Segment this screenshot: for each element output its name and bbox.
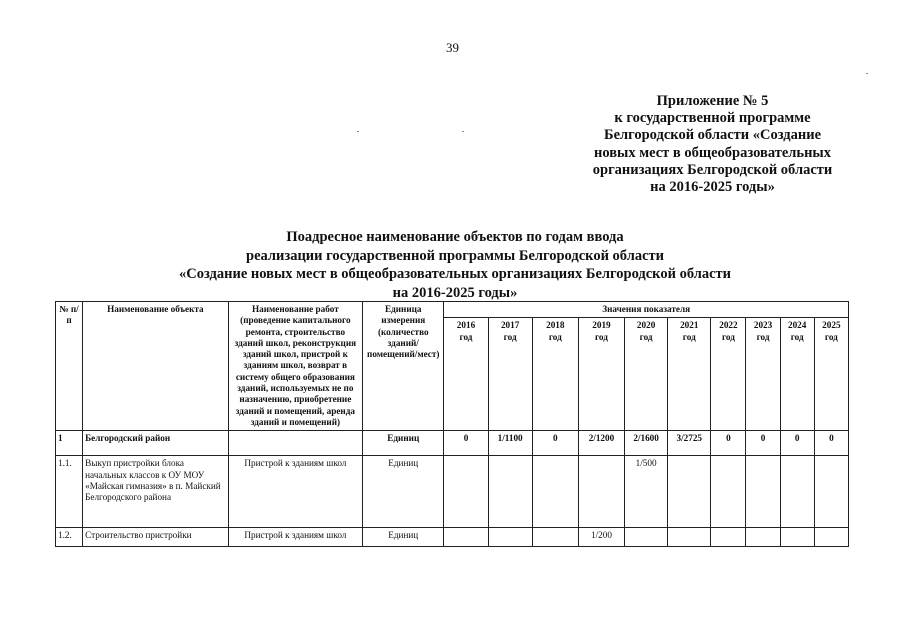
year-number: 2016 xyxy=(456,320,476,331)
header-year xyxy=(668,318,711,431)
cell-value: 2/1600 xyxy=(625,431,668,456)
cell-value xyxy=(488,456,532,528)
cell-value: 0 xyxy=(814,431,848,456)
cell-value xyxy=(578,456,624,528)
cell-value: 2/1200 xyxy=(578,431,624,456)
header-num: № п/п xyxy=(56,302,83,431)
cell-work: Пристрой к зданиям школ xyxy=(228,456,362,528)
cell-value xyxy=(444,528,488,547)
title-line: на 2016-2025 годы» xyxy=(392,284,518,301)
appendix-line: на 2016-2025 годы» xyxy=(650,179,775,196)
header-year xyxy=(814,318,848,431)
year-word: год xyxy=(824,331,838,342)
year-word: год xyxy=(594,331,608,342)
year-number: 2023 xyxy=(753,320,773,331)
year-number: 2018 xyxy=(546,320,565,331)
cell-value xyxy=(488,528,532,547)
page-number: 39 xyxy=(446,40,459,55)
cell-num: 1 xyxy=(56,431,83,456)
title-line: реализации государственной программы Белгородской области xyxy=(246,247,664,264)
year-word: год xyxy=(503,331,517,342)
cell-value xyxy=(532,528,578,547)
scan-mark xyxy=(866,73,868,74)
appendix-note xyxy=(585,93,840,196)
table-row xyxy=(56,528,849,547)
cell-value: 0 xyxy=(532,431,578,456)
year-number: 2020 xyxy=(636,320,656,331)
appendix-line: Белгородской области «Создание xyxy=(603,127,822,144)
year-number: 2019 xyxy=(592,320,611,331)
cell-value xyxy=(711,456,746,528)
cell-value: 1/500 xyxy=(625,456,668,528)
table-row xyxy=(56,431,849,456)
cell-value: 0 xyxy=(780,431,814,456)
cell-num: 1.1. xyxy=(56,456,83,528)
cell-object: Строительство пристройки xyxy=(83,528,229,547)
year-number: 2021 xyxy=(680,320,699,331)
cell-object: Выкуп пристройки блока начальных классов к ОУ МОУ «Майская гимназия» в п. Майский Белгородского района xyxy=(83,456,229,528)
year-word: год xyxy=(459,331,473,342)
header-year xyxy=(444,318,488,431)
header-values-group: Значения показателя xyxy=(444,302,849,318)
cell-work: Пристрой к зданиям школ xyxy=(228,528,362,547)
header-year xyxy=(746,318,780,431)
year-number: 2017 xyxy=(500,320,520,331)
title-line: «Создание новых мест в общеобразовательных организациях Белгородской области xyxy=(178,266,732,282)
year-word: год xyxy=(639,331,653,342)
appendix-line: к государственной программе xyxy=(614,110,811,127)
cell-value xyxy=(814,456,848,528)
cell-unit: Единиц xyxy=(363,456,444,528)
document-title xyxy=(140,228,770,302)
appendix-line: новых мест в общеобразовательных xyxy=(593,144,831,161)
table-row xyxy=(56,456,849,528)
scan-mark xyxy=(462,131,464,132)
objects-table xyxy=(55,301,849,547)
header-year xyxy=(532,318,578,431)
cell-value xyxy=(746,456,780,528)
cell-unit: Единиц xyxy=(363,528,444,547)
cell-value xyxy=(746,528,780,547)
year-number: 2022 xyxy=(719,320,738,331)
header-work-name: Наименование работ (проведение капитального ремонта, строительство зданий школ, реконструкция зданий школ, пристрой к зданиям школ, возврат в систему общего образования зданий, используемых не по назначению, приобретение зданий и помещений, аренда зданий и помещений) xyxy=(228,302,362,431)
cell-value xyxy=(668,528,711,547)
year-word: год xyxy=(682,331,696,342)
header-year xyxy=(711,318,746,431)
header-year xyxy=(625,318,668,431)
cell-value: 1/200 xyxy=(578,528,624,547)
year-number: 2025 xyxy=(822,320,841,331)
cell-value xyxy=(625,528,668,547)
cell-value xyxy=(780,456,814,528)
year-word: год xyxy=(548,331,562,342)
cell-value xyxy=(444,456,488,528)
header-year xyxy=(578,318,624,431)
title-line: Поадресное наименование объектов по годам ввода xyxy=(286,229,624,245)
year-word: год xyxy=(721,331,735,342)
cell-value: 3/2725 xyxy=(668,431,711,456)
header-year xyxy=(780,318,814,431)
cell-value: 0 xyxy=(711,431,746,456)
header-object-name: Наименование объекта xyxy=(83,302,229,431)
cell-unit: Единиц xyxy=(363,431,444,456)
year-word: год xyxy=(790,331,804,342)
cell-value xyxy=(668,456,711,528)
cell-value xyxy=(711,528,746,547)
year-number: 2024 xyxy=(787,320,807,331)
header-year xyxy=(488,318,532,431)
cell-value: 1/1100 xyxy=(488,431,532,456)
cell-object: Белгородский район xyxy=(83,431,229,456)
appendix-line: организациях Белгородской области xyxy=(592,161,833,178)
cell-value xyxy=(814,528,848,547)
cell-work xyxy=(228,431,362,456)
year-word: год xyxy=(756,331,770,342)
cell-value xyxy=(532,456,578,528)
scan-mark xyxy=(357,131,359,132)
cell-value: 0 xyxy=(444,431,488,456)
cell-value xyxy=(780,528,814,547)
appendix-line: Приложение № 5 xyxy=(656,93,769,109)
cell-num: 1.2. xyxy=(56,528,83,547)
cell-value: 0 xyxy=(746,431,780,456)
header-unit: Единица измерения (количество зданий/помещений/мест) xyxy=(363,302,444,431)
